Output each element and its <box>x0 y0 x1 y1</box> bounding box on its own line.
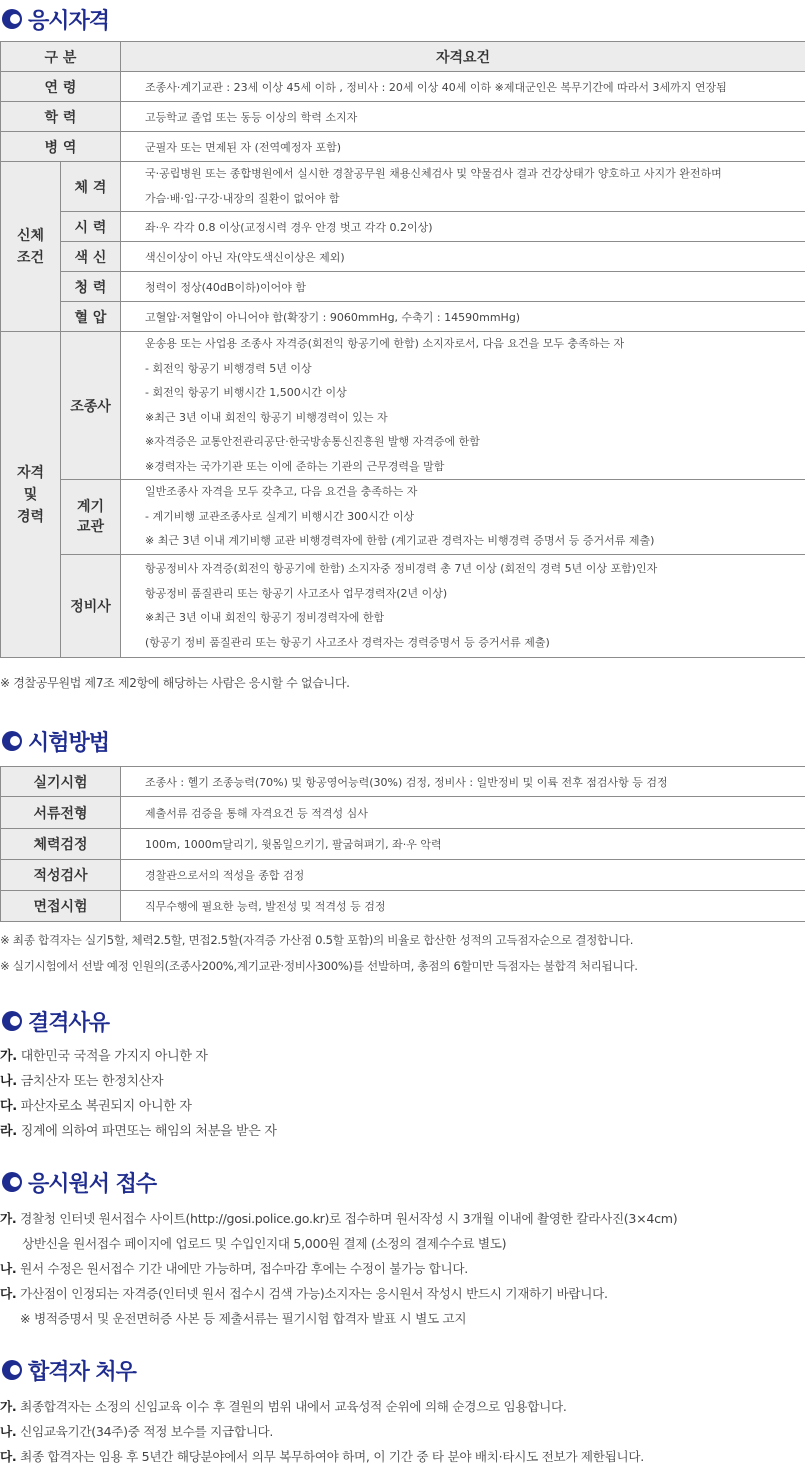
exam-label: 적성검사 <box>1 860 121 891</box>
text-line: 가슴·배·입·구강·내장의 질환이 없어야 함 <box>145 191 340 205</box>
list-item <box>0 1444 644 1469</box>
table-row-color-vision <box>1 242 805 272</box>
list-text: 가산점이 인정되는 자격증(인터넷 원서 접수시 검색 가능)소지자는 응시원서 작성시 반드시 기재하기 바랍니다. <box>20 1286 608 1301</box>
text-line: - 회전익 항공기 비행경력 5년 이상 <box>145 361 312 375</box>
list-item <box>0 1306 677 1331</box>
list-item <box>0 1419 644 1444</box>
section-title-exam <box>2 724 109 758</box>
row-value-color-vision: 색신이상이 아닌 자(약도색신이상은 제외) <box>121 242 805 272</box>
list-marker: 가. <box>0 1211 17 1226</box>
list-text: 상반신을 원서접수 페이지에 업로드 및 수입인지대 5,000원 결제 (소정의 결제수수료 별도) <box>22 1236 507 1251</box>
qualification-table <box>0 41 805 658</box>
table-row-physique <box>1 162 805 212</box>
text-line: - 회전익 항공기 비행시간 1,500시간 이상 <box>145 386 347 399</box>
row-value-age: 조종사·계기교관 : 23세 이상 45세 이하 , 정비사 : 20세 이상 40세 이하 ※제대군인은 복무기간에 따라서 3세까지 연장됨 <box>121 72 805 102</box>
treatment-list <box>0 1394 644 1469</box>
label-line: 교관 <box>76 519 105 535</box>
section-title-text: 응시자격 <box>28 8 110 34</box>
exam-value: 직무수행에 필요한 능력, 발전성 및 적격성 등 검정 <box>121 891 805 922</box>
list-item <box>0 1069 277 1094</box>
text-line: 항공정비 품질관리 또는 항공기 사고조사 업무경력자(2년 이상) <box>145 586 448 600</box>
section-title-text: 결격사유 <box>28 1010 110 1036</box>
text-line: 일반조종사 자격을 모두 갖추고, 다음 요건을 충족하는 자 <box>145 485 418 499</box>
list-item <box>0 1256 677 1281</box>
section-title-qualification <box>2 2 109 36</box>
header-requirements: 자격요건 <box>121 42 805 72</box>
row-value-blood-pressure: 고혈압·저혈압이 아니어야 함(확장기 : 9060mmHg, 수축기 : 14590mmHg) <box>121 302 805 332</box>
text-line: ※최근 3년 이내 회전익 항공기 정비경력자에 한함 <box>145 611 385 624</box>
list-marker: 나. <box>0 1261 17 1276</box>
exam-label: 실기시험 <box>1 767 121 797</box>
bullet-icon <box>2 1172 22 1192</box>
list-marker: 다. <box>0 1449 17 1464</box>
text-line: ※자격증은 교통안전관리공단·한국방송통신진흥원 발행 자격증에 한함 <box>145 435 480 448</box>
exam-label: 서류전형 <box>1 797 121 829</box>
table-row-blood-pressure <box>1 302 805 332</box>
row-label-education: 학 력 <box>1 102 121 132</box>
table-row-education <box>1 102 805 132</box>
exam-value: 100m, 1000m달리기, 윗몸일으키기, 팔굽혀펴기, 좌·우 악력 <box>121 829 805 860</box>
list-text: 징계에 의하여 파면또는 해임의 처분을 받은 자 <box>20 1124 277 1139</box>
text-line: ※경력자는 국가기관 또는 이에 준하는 기관의 근무경력을 말함 <box>145 459 445 473</box>
list-text: 대한민국 국적을 가지지 아니한 자 <box>20 1049 208 1064</box>
exam-table <box>0 766 805 922</box>
list-item <box>0 1094 277 1119</box>
bullet-icon <box>2 1011 22 1031</box>
row-value-mechanic <box>121 555 805 658</box>
exam-label: 면접시험 <box>1 891 121 922</box>
list-item <box>0 1044 277 1069</box>
text-line: (항공기 정비 품질관리 또는 항공기 사고조사 경력자는 경력증명서 등 증거서류 제출) <box>145 635 550 649</box>
list-text: 최종합격자는 소정의 신임교육 이수 후 결원의 범위 내에서 교육성적 순위에 의해 순경으로 임용합니다. <box>20 1399 567 1414</box>
section-title-text: 응시원서 접수 <box>28 1171 157 1197</box>
table-row-mechanic <box>1 555 805 658</box>
table-row-military <box>1 132 805 162</box>
section-title-text: 시험방법 <box>28 730 110 756</box>
bullet-icon <box>2 9 22 29</box>
exam-value: 제출서류 검증을 통해 자격요건 등 적격성 심사 <box>121 797 805 829</box>
list-marker: 나. <box>0 1424 17 1439</box>
table-row <box>1 860 805 891</box>
row-value-hearing: 청력이 정상(40dB이하)이어야 함 <box>121 272 805 302</box>
text-line: - 계기비행 교관조종사로 실계기 비행시간 300시간 이상 <box>145 509 415 523</box>
group-label-line: 신체 <box>16 227 45 244</box>
row-label-color-vision: 색 신 <box>61 242 121 272</box>
application-list <box>0 1206 677 1331</box>
exam-value: 조종사 : 헬기 조종능력(70%) 및 항공영어능력(30%) 검정, 정비사 : 일반정비 및 이륙 전후 점검사항 등 검정 <box>121 767 805 797</box>
group-label-line: 및 <box>23 486 38 503</box>
row-value-instrument-instructor <box>121 480 805 555</box>
label-line: 계기 <box>76 499 105 515</box>
text-line: 국·공립병원 또는 종합병원에서 실시한 경찰공무원 채용신체검사 및 약물검사 결과 건강상태가 양호하고 사지가 완전하며 <box>145 167 722 180</box>
list-item <box>0 1394 644 1419</box>
exam-label: 체력검정 <box>1 829 121 860</box>
table-row-pilot <box>1 332 805 480</box>
row-value-military: 군필자 또는 면제된 자 (전역예정자 포함) <box>121 132 805 162</box>
section-title-disqualification <box>2 1004 109 1038</box>
group-label-line: 조건 <box>16 249 45 266</box>
text-line: ※ 최근 3년 이내 계기비행 교관 비행경력자에 한함 (계기교관 경력자는 비행경력 증명서 등 증거서류 제출) <box>145 534 655 548</box>
table-row-instrument-instructor <box>1 480 805 555</box>
list-item <box>0 1281 677 1306</box>
table-row-hearing <box>1 272 805 302</box>
exam-value: 경찰관으로서의 적성을 종합 검정 <box>121 860 805 891</box>
list-text: 경찰청 인터넷 원서접수 사이트(http://gosi.police.go.kr)로 접수하며 원서작성 시 3개월 이내에 촬영한 칼라사진(3×4cm) <box>20 1211 678 1226</box>
list-item <box>0 1119 277 1144</box>
section-title-application <box>2 1165 156 1199</box>
group-label-line: 자격 <box>16 464 45 481</box>
list-marker: 다. <box>0 1099 17 1114</box>
list-marker: 가. <box>0 1049 17 1064</box>
list-marker: 나. <box>0 1074 17 1089</box>
row-value-education: 고등학교 졸업 또는 동등 이상의 학력 소지자 <box>121 102 805 132</box>
group-label-body <box>1 162 61 332</box>
header-category: 구 분 <box>1 42 121 72</box>
list-note: ※ 병적증명서 및 운전면허증 사본 등 제출서류는 필기시험 합격자 발표 시 별도 고지 <box>20 1311 467 1326</box>
table-row-age <box>1 72 805 102</box>
row-value-pilot <box>121 332 805 480</box>
table-header-row <box>1 42 805 72</box>
group-label-career <box>1 332 61 658</box>
section-title-treatment <box>2 1353 136 1387</box>
list-text: 금치산자 또는 한정치산자 <box>20 1074 164 1089</box>
row-value-physique <box>121 162 805 212</box>
bullet-icon <box>2 1360 22 1380</box>
exam-note: ※ 실기시험에서 선발 예정 인원의(조종사200%,계기교관·정비사300%)를 선발하며, 총점의 6할미만 득점자는 불합격 처리됩니다. <box>0 959 638 973</box>
row-label-instrument-instructor <box>61 480 121 555</box>
list-item <box>0 1231 677 1256</box>
table-row <box>1 797 805 829</box>
table-row-vision <box>1 212 805 242</box>
row-label-military: 병 역 <box>1 132 121 162</box>
list-text: 신임교육기간(34주)중 적정 보수를 지급합니다. <box>20 1424 274 1439</box>
row-label-hearing: 청 력 <box>61 272 121 302</box>
table-row <box>1 891 805 922</box>
table-row <box>1 829 805 860</box>
list-text: 파산자로소 복권되지 아니한 자 <box>20 1099 192 1114</box>
list-marker: 다. <box>0 1286 17 1301</box>
group-label-line: 경력 <box>16 508 45 525</box>
row-label-blood-pressure: 혈 압 <box>61 302 121 332</box>
disqualification-list <box>0 1044 277 1144</box>
list-text: 원서 수정은 원서접수 기간 내에만 가능하며, 접수마감 후에는 수정이 불가능 합니다. <box>20 1261 468 1276</box>
text-line: 항공정비사 자격증(회전익 항공기에 한함) 소지자중 정비경력 총 7년 이상 (회전익 경력 5년 이상 포함)인자 <box>145 562 658 575</box>
table-row <box>1 767 805 797</box>
exam-note: ※ 최종 합격자는 실기5할, 체력2.5할, 면접2.5할(자격증 가산점 0.5할 포함)의 비율로 합산한 성적의 고득점자순으로 결정합니다. <box>0 933 634 947</box>
bullet-icon <box>2 731 22 751</box>
row-label-age: 연 령 <box>1 72 121 102</box>
text-line: 운송용 또는 사업용 조종사 자격증(회전익 항공기에 한함) 소지자로서, 다음 요건을 모두 충족하는 자 <box>145 337 625 350</box>
row-label-pilot: 조종사 <box>61 332 121 480</box>
list-marker: 라. <box>0 1124 17 1139</box>
qualification-note: ※ 경찰공무원법 제7조 제2항에 해당하는 사람은 응시할 수 없습니다. <box>0 676 350 690</box>
section-title-text: 합격자 처우 <box>28 1359 136 1385</box>
row-value-vision: 좌·우 각각 0.8 이상(교정시력 경우 안경 벗고 각각 0.2이상) <box>121 212 805 242</box>
text-line: ※최근 3년 이내 회전익 항공기 비행경력이 있는 자 <box>145 410 388 424</box>
row-label-physique: 체 격 <box>61 162 121 212</box>
list-item <box>0 1206 677 1231</box>
list-marker: 가. <box>0 1399 17 1414</box>
row-label-vision: 시 력 <box>61 212 121 242</box>
list-text: 최종 합격자는 임용 후 5년간 해당분야에서 의무 복무하여야 하며, 이 기간 중 타 분야 배치·타시도 전보가 제한됩니다. <box>20 1449 644 1464</box>
row-label-mechanic: 정비사 <box>61 555 121 658</box>
